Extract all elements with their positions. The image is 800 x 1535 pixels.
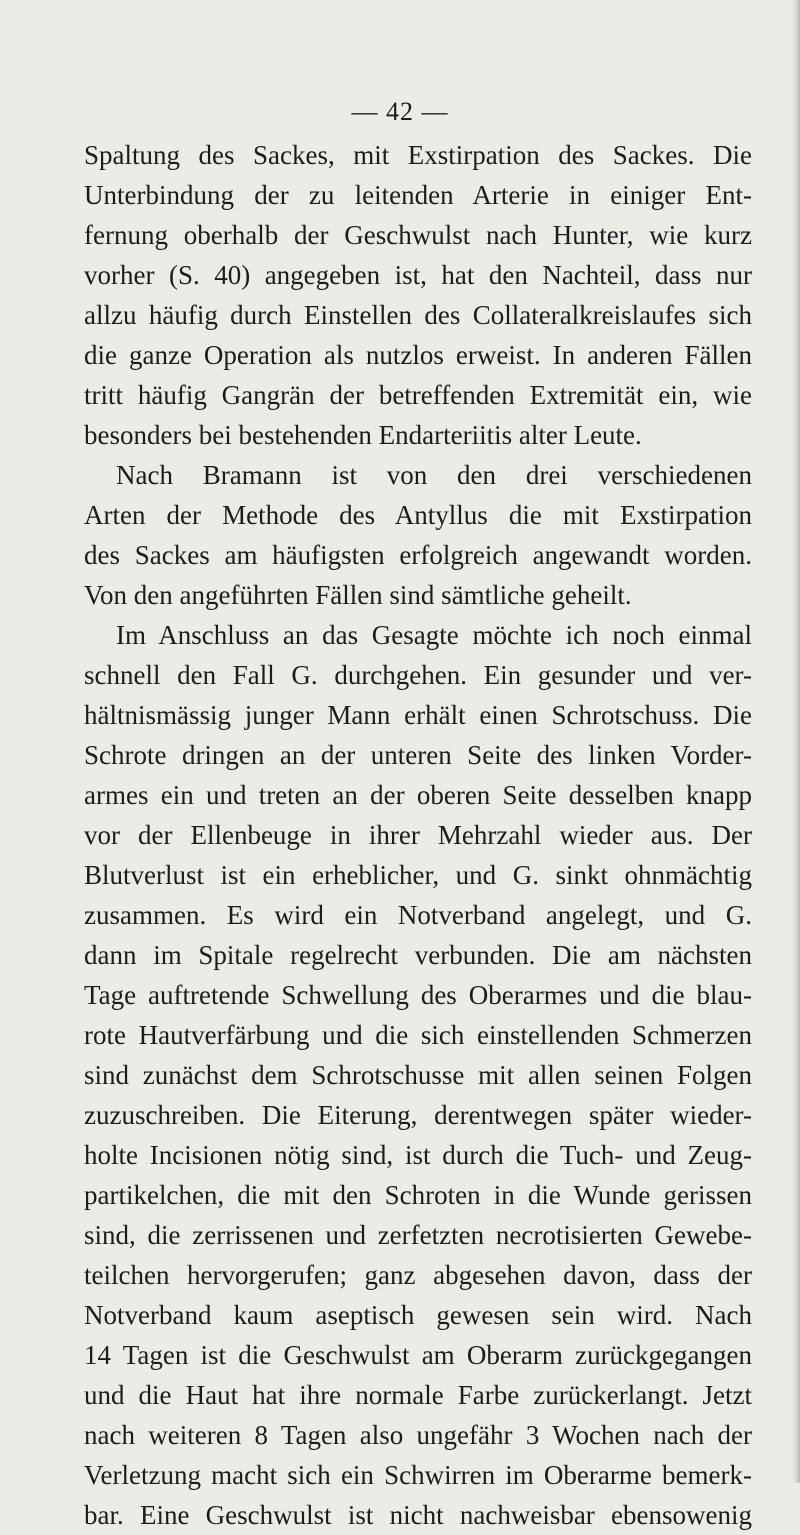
text-line: Von den angeführten Fällen sind sämtliche geheilt.: [84, 580, 632, 610]
text-line: Schrote dringen an der unteren Seite des linken Vorder-: [84, 740, 752, 770]
text-line: bar. Eine Geschwulst ist nicht nachweisbar ebensowenig: [84, 1500, 752, 1530]
text-line: Spaltung des Sackes, mit Exstirpation des Sackes. Die: [84, 140, 752, 170]
text-line: Arten der Methode des Antyllus die mit Exstirpation: [84, 500, 752, 530]
text-line: dann im Spitale regelrecht verbunden. Die am nächsten: [84, 940, 752, 970]
text-line: Notverband kaum aseptisch gewesen sein wird. Nach: [84, 1300, 752, 1330]
text-line: die ganze Operation als nutzlos erweist. In anderen Fällen: [84, 340, 752, 370]
text-line: vorher (S. 40) angegeben ist, hat den Nachteil, dass nur: [84, 260, 752, 290]
text-line: teilchen hervorgerufen; ganz abgesehen davon, dass der: [84, 1260, 752, 1290]
text-line: zuzuschreiben. Die Eiterung, derentwegen später wieder-: [84, 1100, 752, 1130]
text-line: sind zunächst dem Schrotschusse mit allen seinen Folgen: [84, 1060, 752, 1090]
page-number: — 42 —: [351, 97, 449, 126]
text-line: vor der Ellenbeuge in ihrer Mehrzahl wieder aus. Der: [84, 820, 752, 850]
text-line: nach weiteren 8 Tagen also ungefähr 3 Wochen nach der: [84, 1420, 752, 1450]
text-line: Nach Bramann ist von den drei verschiedenen: [116, 460, 752, 490]
text-line: Tage auftretende Schwellung des Oberarmes und die blau-: [84, 980, 752, 1010]
text-line: schnell den Fall G. durchgehen. Ein gesunder und ver-: [84, 660, 752, 690]
text-line: sind, die zerrissenen und zerfetzten necrotisierten Gewebe-: [84, 1220, 752, 1250]
text-line: tritt häufig Gangrän der betreffenden Extremität ein, wie: [84, 380, 752, 410]
text-line: des Sackes am häufigsten erfolgreich angewandt worden.: [84, 540, 752, 570]
text-line: partikelchen, die mit den Schroten in die Wunde gerissen: [84, 1180, 752, 1210]
text-line: Im Anschluss an das Gesagte möchte ich noch einmal: [116, 620, 752, 650]
text-line: hältnismässig junger Mann erhält einen Schrotschuss. Die: [84, 700, 752, 730]
text-line: und die Haut hat ihre normale Farbe zurückerlangt. Jetzt: [84, 1380, 752, 1410]
text-line: rote Hautverfärbung und die sich einstellenden Schmerzen: [84, 1020, 752, 1050]
page-edge-shadow: [792, 0, 800, 1483]
text-line: allzu häufig durch Einstellen des Collateralkreislaufes sich: [84, 300, 752, 330]
text-line: Blutverlust ist ein erheblicher, und G. sinkt ohnmächtig: [84, 860, 752, 890]
text-line: holte Incisionen nötig sind, ist durch die Tuch- und Zeug-: [84, 1140, 752, 1170]
text-line: besonders bei bestehenden Endarteriitis alter Leute.: [84, 420, 642, 450]
text-line: 14 Tagen ist die Geschwulst am Oberarm zurückgegangen: [84, 1340, 752, 1370]
body-text: [84, 135, 752, 1535]
text-line: zusammen. Es wird ein Notverband angelegt, und G.: [84, 900, 752, 930]
text-line: fernung oberhalb der Geschwulst nach Hunter, wie kurz: [84, 220, 752, 250]
text-line: Verletzung macht sich ein Schwirren im Oberarme bemerk-: [84, 1460, 752, 1490]
text-line: Unterbindung der zu leitenden Arterie in einiger Ent-: [84, 180, 752, 210]
text-line: armes ein und treten an der oberen Seite desselben knapp: [84, 780, 752, 810]
